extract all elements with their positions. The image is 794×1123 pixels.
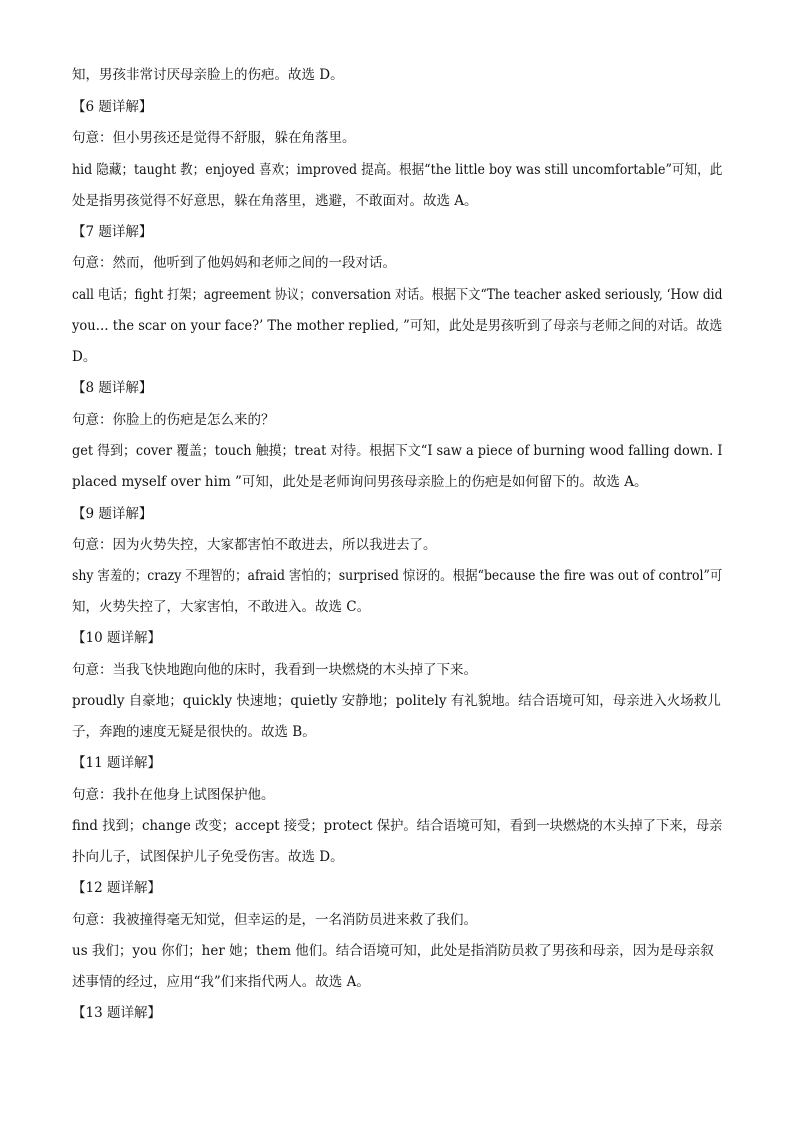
text-line: find 找到；change 改变；accept 接受；protect 保护。结合语境可知，看到一块燃烧的木头掉了下来，母亲: [72, 818, 723, 834]
section-heading: 【6 题详解】: [72, 99, 153, 115]
section-heading: 【8 题详解】: [72, 380, 153, 396]
section-heading: 【9 题详解】: [72, 506, 153, 522]
text-line: 扑向儿子，试图保护儿子免受伤害。故选 D。: [72, 849, 344, 865]
text-line: 句意：因为火势失控，大家都害怕不敢进去，所以我进去了。: [72, 537, 437, 553]
section-heading: 【11 题详解】: [72, 755, 161, 771]
text-line: call 电话；fight 打架；agreement 协议；conversation 对话。根据下文“The teacher asked seriously, ‘How did: [72, 287, 723, 303]
text-line: 句意：然而，他听到了他妈妈和老师之间的一段对话。: [72, 255, 396, 271]
text-line: 处是指男孩觉得不好意思，躲在角落里，逃避，不敢面对。故选 A。: [72, 193, 478, 209]
section-heading: 【7 题详解】: [72, 224, 153, 240]
text-line: 子，奔跑的速度无疑是很快的。故选 B。: [72, 724, 316, 740]
text-line: 知，男孩非常讨厌母亲脸上的伤疤。故选 D。: [72, 67, 344, 83]
text-line: 句意：但小男孩还是觉得不舒服，躲在角落里。: [72, 130, 356, 146]
text-line: 句意：我扑在他身上试图保护他。: [72, 787, 275, 803]
text-line: proudly 自豪地；quickly 快速地；quietly 安静地；politely 有礼貌地。结合语境可知，母亲进入火场救儿: [72, 693, 721, 709]
text-line: you… the scar on your face?’ The mother replied, ”可知，此处是男孩听到了母亲与老师之间的对话。故选: [72, 318, 723, 334]
section-heading: 【12 题详解】: [72, 880, 161, 896]
text-line: placed myself over him ”可知，此处是老师询问男孩母亲脸上的伤疤是如何留下的。故选 A。: [72, 474, 648, 490]
text-line: shy 害羞的；crazy 不理智的；afraid 害怕的；surprised 惊讶的。根据“because the fire was out of control”可: [72, 568, 723, 584]
text-line: 句意：我被撞得毫无知觉，但幸运的是，一名消防员进来救了我们。: [72, 912, 477, 928]
text-line: hid 隐藏；taught 教；enjoyed 喜欢；improved 提高。根据“the little boy was still uncomfortable”可知，此: [72, 162, 723, 178]
text-line: us 我们；you 你们；her 她；them 他们。结合语境可知，此处是指消防员救了男孩和母亲，因为是母亲叙: [72, 943, 714, 959]
text-line: 句意：你脸上的伤疤是怎么来的？: [72, 412, 275, 428]
text-line: 述事情的经过，应用“我”们来指代两人。故选 A。: [72, 974, 370, 990]
text-line: D。: [72, 349, 97, 365]
section-heading: 【13 题详解】: [72, 1005, 161, 1021]
text-line: get 得到；cover 覆盖；touch 触摸；treat 对待。根据下文“I saw a piece of burning wood falling down. I: [72, 443, 723, 459]
text-line: 句意：当我飞快地跑向他的床时，我看到一块燃烧的木头掉了下来。: [72, 662, 477, 678]
section-heading: 【10 题详解】: [72, 630, 161, 646]
text-line: 知，火势失控了，大家害怕，不敢进入。故选 C。: [72, 599, 371, 615]
